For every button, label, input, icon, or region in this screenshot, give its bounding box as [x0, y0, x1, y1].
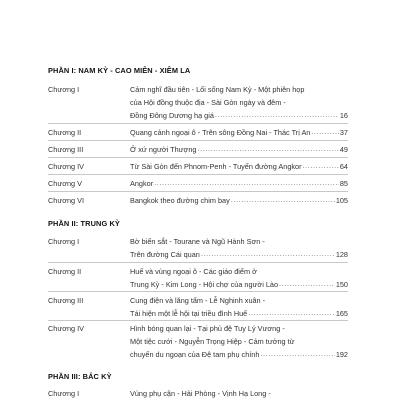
entry-title-line: Huế và vùng ngoại ô - Các giáo điểm ở [130, 267, 257, 276]
entry-title-line: Cảm nghĩ đầu tiên - Lối sống Nam Kỳ - Một phiên họp [130, 85, 305, 94]
page-number: 49 [339, 145, 348, 154]
page-number: 64 [339, 162, 348, 171]
part-heading: PHẦN II: TRUNG KỲ [48, 219, 120, 228]
chapter-label: Chương I [48, 85, 80, 94]
row-divider [48, 157, 348, 158]
dot-leader [248, 306, 335, 319]
chapter-label: Chương V [48, 179, 83, 188]
part-heading: PHẦN III: BẮC KỲ [48, 372, 112, 381]
dot-leader [260, 347, 334, 360]
chapter-label: Chương III [48, 296, 84, 305]
part-heading: PHẦN I: NAM KỲ - CAO MIÊN - XIÊM LA [48, 66, 191, 75]
chapter-label: Chương III [48, 145, 84, 154]
chapter-label: Chương II [48, 128, 82, 137]
dot-leader [303, 159, 339, 172]
entry-title-line: Bangkok theo đường chim bay [130, 196, 230, 205]
row-divider [48, 123, 348, 124]
page-number: 105 [335, 196, 348, 205]
page-number: 192 [335, 350, 348, 360]
entry-title-line: chuyến du ngoạn của Đệ tam phụ chính [130, 350, 260, 360]
chapter-label: Chương VI [48, 196, 85, 205]
entry-title-line: Từ Sài Gòn đến Phnom-Penh - Tuyến đường Angkor [130, 162, 302, 171]
entry-title-line: Một tiệc cưới - Nguyễn Trọng Hiệp - Cảm tưởng từ [130, 337, 295, 347]
page-number: 16 [339, 111, 348, 121]
entry-title-line: Tái hiện một lễ hội tại triều đình Huế [130, 309, 248, 319]
page-number: 37 [339, 128, 348, 137]
entry-title-line: Vùng phụ cận - Hải Phòng - Vịnh Hạ Long - [130, 389, 271, 398]
entry-title-line: Trên đường Cái quan [130, 250, 200, 260]
row-divider [48, 174, 348, 175]
row-divider [48, 291, 348, 292]
entry-title-line: Ở xứ người Thượng [130, 145, 197, 154]
dot-leader [197, 142, 338, 155]
page-number: 165 [335, 309, 348, 319]
chapter-label: Chương II [48, 267, 82, 276]
dot-leader [201, 247, 335, 260]
entry-title-line: Hình bóng quan lại - Tại phủ đệ Tuy Lý Vương - [130, 324, 285, 333]
entry-title-line: của Hội đồng thuộc địa - Sài Gòn ngày và đêm - [130, 98, 286, 108]
dot-leader [215, 108, 339, 121]
dot-leader [154, 176, 339, 189]
entry-title-line: Cung điện và lăng tẩm - Lễ Nghinh xuân - [130, 296, 266, 305]
page-number: 128 [335, 250, 348, 260]
page-number: 150 [335, 280, 348, 290]
entry-title-line: Trung Kỳ - Kim Long - Hội chợ của người Lào [130, 280, 279, 290]
page-number: 85 [339, 179, 348, 188]
row-divider [48, 140, 348, 141]
chapter-label: Chương I [48, 237, 80, 246]
entry-title-line: Đồng Đông Dương hạ giá [130, 111, 214, 121]
dot-leader [279, 277, 335, 290]
entry-title-line: Bờ biển sắt - Tourane và Ngũ Hành Sơn - [130, 237, 265, 246]
chapter-label: Chương I [48, 389, 80, 398]
row-divider [48, 320, 348, 321]
entry-title-line: Quang cảnh ngoại ô - Trên sông Đồng Nai - Thác Trị An [130, 128, 311, 137]
chapter-label: Chương IV [48, 324, 85, 333]
entry-title-line: Angkor [130, 179, 154, 188]
dot-leader [231, 193, 335, 206]
row-divider [48, 191, 348, 192]
chapter-label: Chương IV [48, 162, 85, 171]
row-divider [48, 262, 348, 263]
dot-leader [311, 125, 339, 138]
